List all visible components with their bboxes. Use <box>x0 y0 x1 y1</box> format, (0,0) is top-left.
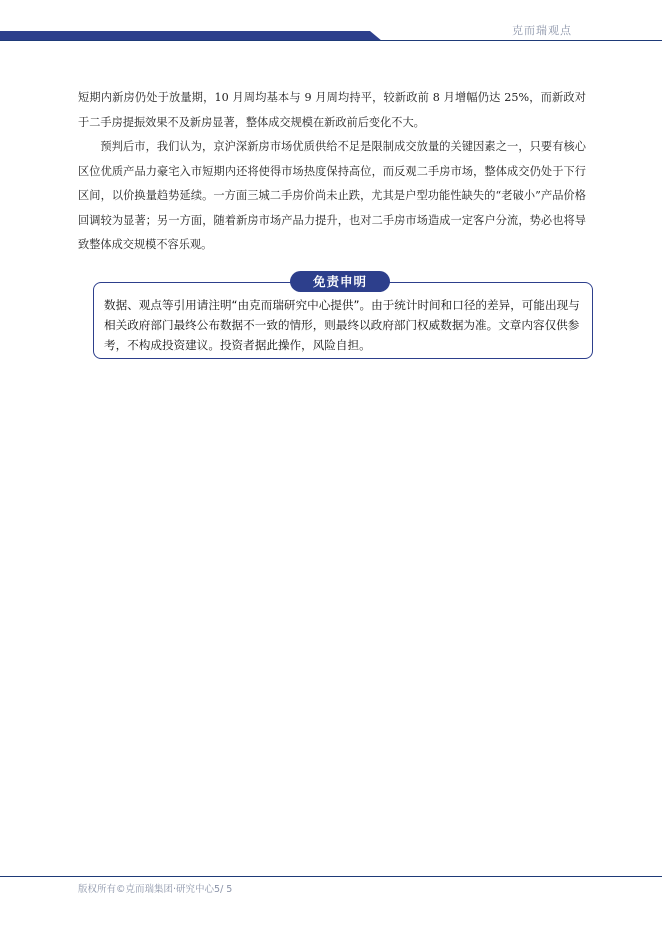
header-divider <box>0 40 662 41</box>
footer <box>78 881 232 895</box>
main-content <box>78 86 586 258</box>
paragraph-1: 短期内新房仍处于放量期，10 月周均基本与 9 月周均持平，较新政前 8 月增幅仍达 25%，而新政对于二手房提振效果不及新房显著，整体成交规模在新政前后变化不大。 <box>78 91 586 129</box>
paragraph-2: 预判后市，我们认为，京沪深新房市场优质供给不足是限制成交放量的关键因素之一，只要有核心区位优质产品力豪宅入市短期内还将使得市场热度保持高位，而反观二手房市场，整体成交仍处于下行区间，以价换量趋势延续。一方面三城二手房价尚未止跌，尤其是户型功能性缺失的“老破小”产品价格回调较为显著；另一方面，随着新房市场产品力提升，也对二手房市场造成一定客户分流，势必也将导致整体成交规模不容乐观。 <box>78 140 586 251</box>
footer-divider <box>0 876 662 877</box>
page-number: 5/ 5 <box>214 884 233 895</box>
disclaimer-text: 数据、观点等引用请注明“由克而瑞研究中心提供”。由于统计时间和口径的差异，可能出现与相关政府部门最终公布数据不一致的情形，则最终以政府部门权威数据为准。文章内容仅供参考，不构成投资建议。投资者据此操作，风险自担。 <box>104 298 580 352</box>
disclaimer-box <box>93 274 593 359</box>
header-title: 克而瑞观点 <box>512 24 572 37</box>
disclaimer-title: 免责申明 <box>290 271 390 292</box>
footer-copyright: 版权所有©克而瑞集团·研究中心 <box>78 884 215 895</box>
